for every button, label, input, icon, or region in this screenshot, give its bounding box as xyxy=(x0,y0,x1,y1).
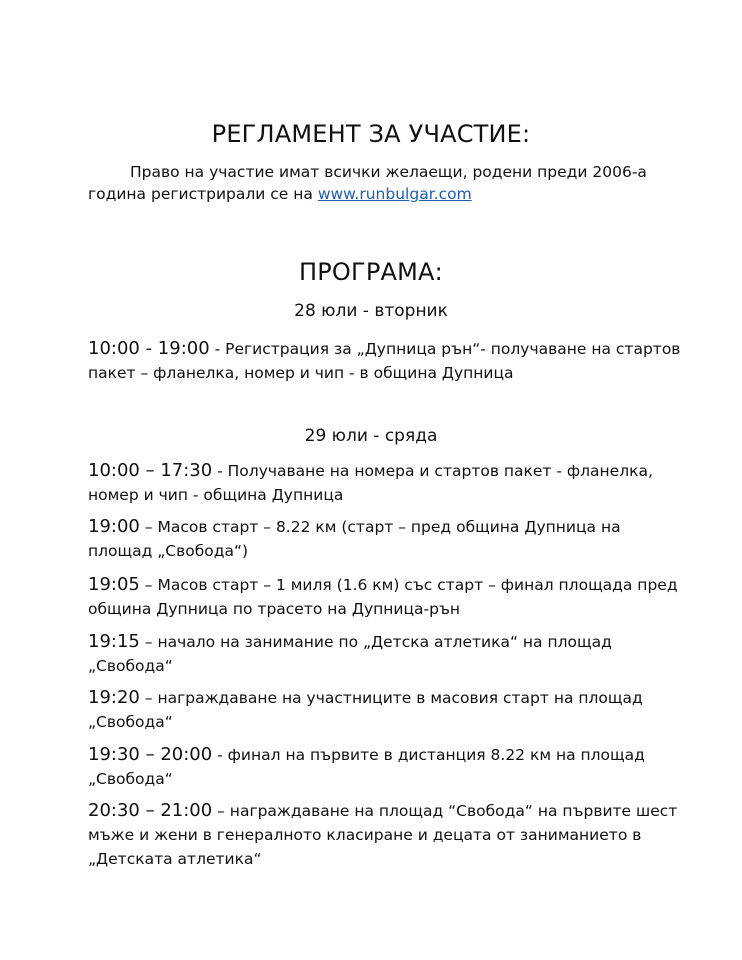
entry-text: - Получаване на номера и стартов пакет - фланелка, номер и чип - община Дупница xyxy=(88,462,653,504)
entry-text: – награждаване на площад “Свобода“ на първите шест мъже и жени в генералното класиране и децата от заниманието в „Детската атлетика“ xyxy=(88,802,678,868)
day-heading-2: 29 юли - сряда xyxy=(304,426,438,446)
entry-time: 10:00 - 19:00 xyxy=(88,338,210,359)
regulation-title: РЕГЛАМЕНТ ЗА УЧАСТИЕ: xyxy=(211,120,531,148)
entry-time: 19:20 xyxy=(88,687,140,708)
schedule-entry xyxy=(88,515,688,563)
program-title: ПРОГРАМА: xyxy=(299,258,443,286)
schedule-entry xyxy=(88,686,688,734)
regulation-line-2-text: година регистрирали се на xyxy=(88,185,318,203)
schedule-entry xyxy=(88,573,688,621)
entry-time: 19:30 – 20:00 xyxy=(88,744,213,765)
schedule-entry xyxy=(88,459,688,507)
schedule-entry xyxy=(88,630,688,678)
regulation-line-2 xyxy=(88,183,688,205)
entry-time: 10:00 – 17:30 xyxy=(88,460,213,481)
regulation-line-1: Право на участие имат всички желаещи, родени преди 2006-а xyxy=(130,163,647,181)
runbulgar-link[interactable]: www.runbulgar.com xyxy=(317,185,472,203)
schedule-entry xyxy=(88,743,688,791)
schedule-entry xyxy=(88,799,688,871)
entry-time: 19:05 xyxy=(88,574,140,595)
entry-time: 19:00 xyxy=(88,516,140,537)
schedule-entry xyxy=(88,337,688,385)
entry-time: 20:30 – 21:00 xyxy=(88,800,213,821)
entry-text: – награждаване на участниците в масовия старт на площад „Свобода“ xyxy=(88,689,643,731)
entry-text: – Масов старт – 1 миля (1.6 км) със старт – финал площада пред община Дупница по трасето на Дупница-рън xyxy=(88,576,678,618)
day-heading-1: 28 юли - вторник xyxy=(294,301,448,321)
entry-text: – Масов старт – 8.22 км (старт – пред община Дупница на площад „Свобода“) xyxy=(88,518,621,560)
entry-text: – начало на занимание по „Детска атлетика“ на площад „Свобода“ xyxy=(88,633,612,675)
regulation-paragraph xyxy=(88,161,688,205)
entry-text: - Регистрация за „Дупница рън“- получаване на стартов пакет – фланелка, номер и чип - в община Дупница xyxy=(88,340,681,382)
entry-time: 19:15 xyxy=(88,631,140,652)
entry-text: - финал на първите в дистанция 8.22 км на площад „Свобода“ xyxy=(88,746,645,788)
